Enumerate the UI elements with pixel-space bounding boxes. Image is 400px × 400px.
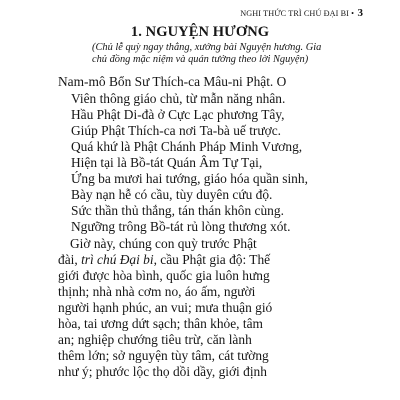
section-heading: 1. NGUYỆN HƯƠNG: [130, 24, 270, 40]
verse-line: Hiện tại là Bồ-tát Quán Âm Tự Tại,: [71, 155, 263, 170]
running-head: [0, 7, 400, 21]
verse-line: Viên thông giáo chủ, từ mẫn năng nhân.: [71, 91, 286, 106]
prose-line: như ý; phước lộc thọ dồi dầy, giới định: [58, 364, 267, 379]
running-head-separator: •: [351, 9, 354, 18]
rubric-line: chủ đồng mặc niệm và quán tưởng theo lời Nguyện): [92, 53, 309, 65]
prose-line: thịnh; nhà nhà cơm no, áo ấm, người: [58, 284, 256, 299]
rubric-instruction: [92, 42, 382, 65]
prose-line: người hạnh phúc, an vui; mưa thuận gió: [58, 300, 273, 315]
prose-line: Giờ này, chúng con quỳ trước Phật: [70, 236, 257, 251]
prose-italic-text: trì chú Đại bi: [81, 252, 154, 267]
verse-line: Giúp Phật Thích-ca nơi Ta-bà uế trược.: [71, 123, 281, 138]
prose-text: , cầu Phật gia độ: Thế: [153, 252, 271, 267]
verse-line: Ngưỡng trông Bồ-tát rủ lòng thương xót.: [71, 219, 291, 234]
verse-line: Sức thần thủ thắng, tán thán khôn cùng.: [71, 203, 284, 218]
prose-line: thêm lớn; sở nguyện tùy tâm, cát tường: [58, 348, 269, 363]
verse-line: Bày nạn hễ có cầu, tùy duyên cứu độ.: [71, 187, 273, 202]
prose-line: hòa, tai ương dứt sạch; thân khỏe, tâm: [58, 316, 263, 331]
verse-line: Hầu Phật Di-đà ở Cực Lạc phương Tây,: [71, 107, 285, 122]
prose-line: giới được hòa bình, quốc gia luôn hưng: [58, 268, 270, 283]
prose-line: an; nghiệp chướng tiêu trừ, căn lành: [58, 332, 252, 347]
verse-line: Quá khứ là Phật Chánh Pháp Minh Vương,: [71, 139, 303, 154]
prose-line: [58, 252, 270, 267]
verse-line: Ứng ba mươi hai tướng, giáo hóa quần sinh,: [71, 171, 308, 186]
running-head-title: NGHI THỨC TRÌ CHÚ ĐẠI BI: [240, 9, 349, 18]
page-number: 3: [357, 7, 363, 19]
verse-line: Nam-mô Bổn Sư Thích-ca Mâu-ni Phật. O: [58, 74, 287, 89]
prose-text: đài,: [58, 252, 82, 267]
rubric-line: (Chủ lễ quỳ ngay thẳng, xướng bài Nguyện hương. Gia: [92, 42, 322, 53]
